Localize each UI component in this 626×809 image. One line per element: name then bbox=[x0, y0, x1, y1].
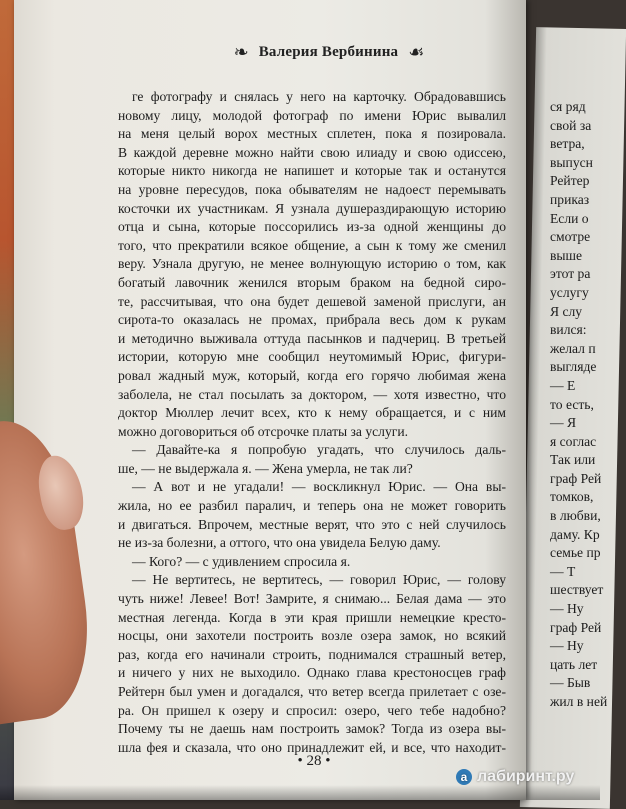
right-page-line: шествует bbox=[550, 582, 604, 598]
right-page-line: смотре bbox=[550, 229, 591, 245]
right-page-text bbox=[550, 98, 610, 712]
text-line: — Не вертитесь, не вертитесь, — говорил Юрис, — голову bbox=[132, 572, 506, 588]
right-page-line: свой за bbox=[550, 117, 592, 133]
text-line: на меня целый ворох местных сплетен, пока я позировала. bbox=[118, 126, 506, 142]
right-page-line: — Ну bbox=[550, 601, 584, 617]
right-page-line: приказ bbox=[550, 191, 590, 207]
text-line: ше, — не выдержала я. — Жена умерла, не так ли? bbox=[118, 460, 413, 476]
text-line: жила, но ее разбил паралич, и теперь она не может говорить bbox=[118, 498, 506, 514]
text-line: местная легенда. Когда в эти края пришли немецкие кресто- bbox=[118, 609, 506, 625]
right-page-line: выше bbox=[550, 247, 583, 263]
text-line: не из-за болезни, а оттого, что она увидела Белую даму. bbox=[118, 535, 441, 551]
text-line: Рейтерн был умен и догадался, что ветер всегда прилетает с озе- bbox=[118, 684, 506, 699]
text-line: ге фотографу и снялась у него на карточку. Обрадовавшись bbox=[132, 89, 506, 104]
text-line: ра. Он пришел к озеру и спросил: озеро, чего тебе надобно? bbox=[118, 702, 506, 718]
ornament-left-icon: ❧ bbox=[233, 41, 249, 62]
running-header bbox=[204, 40, 454, 64]
right-page-line: — Е bbox=[550, 377, 576, 393]
right-page-line: услугу bbox=[550, 284, 589, 300]
text-line: заболела, не стал посылать за доктором, — хотя известно, что bbox=[118, 386, 506, 402]
ornament-right-icon: ☙ bbox=[408, 41, 425, 62]
right-page-line: Так или bbox=[550, 452, 596, 468]
right-page-line: семье пр bbox=[550, 545, 601, 561]
text-line: и ничего у них не выходило. Однако глава крестоносцев граф bbox=[118, 665, 506, 681]
text-line: — Давайте-ка я попробую угадать, что случилось даль- bbox=[132, 442, 506, 458]
right-page-line: Если о bbox=[550, 210, 589, 226]
author-name: Валерия Вербинина bbox=[258, 43, 399, 60]
bottom-shadow bbox=[0, 785, 600, 800]
right-page-line: даму. Кр bbox=[550, 526, 600, 542]
watermark-text: лабиринт.ру bbox=[477, 768, 575, 785]
right-page-line: ся ряд bbox=[550, 99, 586, 114]
text-line: доктор Мюллер лечит всех, кто к нему обращается, и с ним bbox=[118, 405, 506, 421]
text-line: — А вот и не угадали! — воскликнул Юрис. — Она вы- bbox=[132, 479, 506, 495]
text-line: и методично выживала оттуда пасынков и падчериц. В третьей bbox=[118, 330, 506, 346]
text-line: шла фея и сказала, что оно принадлежит ей, и все, что находит- bbox=[118, 739, 506, 755]
text-line: носцы, они захотели построить возле озера замок, но всякий bbox=[118, 628, 506, 644]
page-number: • 28 • bbox=[297, 753, 331, 769]
right-page-line: вился: bbox=[550, 322, 587, 338]
right-page-line: цать лет bbox=[550, 656, 598, 672]
right-page-line: томков, bbox=[550, 489, 594, 505]
text-line: чуть ниже! Левее! Вот! Замрите, я снимаю... Белая дама — это bbox=[118, 591, 506, 607]
text-line: — Кого? — с удивлением спросила я. bbox=[132, 553, 351, 569]
right-page-line: граф Рей bbox=[550, 619, 602, 635]
right-page-line: этот ра bbox=[550, 266, 591, 282]
right-page-line: я соглас bbox=[550, 433, 597, 449]
text-line: сирота-то оказалась не промах, прибрала весь дом к рукам bbox=[118, 312, 506, 328]
text-line: косточки их участникам. Я узнала душераздирающую историю bbox=[118, 200, 506, 216]
body-text bbox=[118, 88, 506, 757]
a-circle-icon: а bbox=[456, 769, 472, 785]
text-line: можно договориться об отсрочке платы за услуги. bbox=[118, 423, 409, 439]
text-line: ровал жадный муж, который, когда его горячо любимая жена bbox=[118, 367, 506, 383]
right-page-line: жил в ней bbox=[550, 694, 608, 709]
text-line: В каждой деревне можно найти свою илиаду и свою одиссею, bbox=[118, 144, 506, 160]
right-page-line: выгляде bbox=[550, 359, 597, 375]
right-page-line: — Быв bbox=[550, 675, 591, 691]
text-line: на уровне пересудов, пока обывателям не надоест перемывать bbox=[118, 181, 506, 197]
text-line: отца и сына, которые поссорились из-за одной женщины до bbox=[118, 219, 506, 235]
text-line: которые никто никогда не напишет и которые так и останутся bbox=[118, 163, 506, 179]
right-page-line: граф Рей bbox=[550, 470, 602, 486]
left-page bbox=[14, 0, 526, 800]
right-page-line: Я слу bbox=[550, 303, 583, 319]
right-page-line: — Ну bbox=[550, 638, 584, 654]
text-line: новому лицу, молодой фотограф по имени Юрис вывалил bbox=[118, 107, 506, 123]
right-page-line: — Т bbox=[550, 563, 576, 579]
text-line: веру. Узнала другую, не менее волнующую историю о том, как bbox=[118, 256, 506, 272]
text-line: те, рассчитывая, что она будет дешевой заменой прислуги, ан bbox=[118, 293, 506, 309]
text-line: и двигаться. Впрочем, местные верят, что это с ней случилось bbox=[118, 516, 506, 532]
right-page-line: ветра, bbox=[550, 136, 585, 152]
text-line: раз, когда его начинали строить, поднимался страшный ветер, bbox=[118, 646, 506, 662]
watermark bbox=[456, 768, 574, 786]
right-page-line: желал п bbox=[550, 340, 596, 356]
right-page-line: то есть, bbox=[550, 396, 594, 412]
right-page-line: в любви, bbox=[550, 508, 601, 524]
right-page-line: Рейтер bbox=[550, 173, 590, 189]
text-line: того, что прекратили всякое общение, а сын к тому же сменил bbox=[118, 237, 506, 253]
text-line: истории, которую мне сообщил неутомимый Юрис, фигури- bbox=[118, 349, 506, 365]
text-line: Почему ты не даешь нам построить замок? Тогда из озера вы- bbox=[118, 721, 506, 737]
right-page-line: — Я bbox=[550, 415, 577, 431]
text-line: богатый лавочник женился вторым браком на бедной сиро- bbox=[118, 274, 506, 290]
right-page-line: выпусн bbox=[550, 154, 593, 170]
